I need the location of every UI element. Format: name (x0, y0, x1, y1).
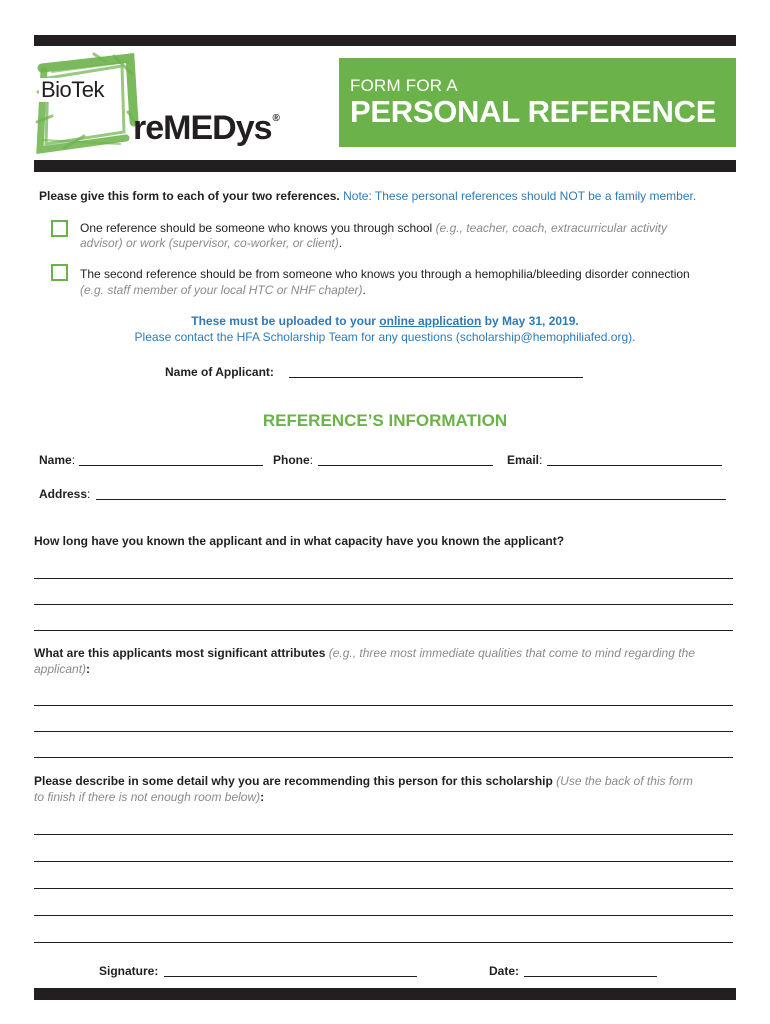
brand-biotek: BioTek (41, 77, 105, 102)
signature-label: Signature: (99, 964, 159, 978)
answer-line-q1-2[interactable] (34, 604, 733, 605)
top-bar (34, 35, 736, 46)
ref-phone-colon: : (309, 453, 314, 467)
header-divider-bar (34, 160, 736, 172)
date-label: Date: (489, 964, 520, 978)
answer-line-q3-5[interactable] (34, 942, 733, 943)
question-2-bold: What are this applicants most significant attributes (34, 646, 326, 660)
answer-line-q3-4[interactable] (34, 915, 733, 916)
question-3-line1 (34, 773, 693, 789)
applicant-name-label: Name of Applicant: (165, 365, 274, 379)
check-item-1-example-cont: advisor) or work (supervisor, co-worker, or client) (80, 236, 339, 250)
ref-email-field[interactable] (547, 454, 722, 466)
brand-remedys (133, 99, 279, 148)
question-1: How long have you known the applicant and in what capacity have you known the applicant? (34, 534, 565, 548)
question-3-note: (Use the back of this form (556, 774, 693, 788)
answer-line-q2-3[interactable] (34, 757, 733, 758)
question-3-bold: Please describe in some detail why you are recommending this person for this scholarship (34, 774, 553, 788)
answer-line-q2-1[interactable] (34, 705, 733, 706)
registered-mark: ® (272, 113, 279, 124)
page-title: PERSONAL REFERENCE (350, 94, 717, 129)
intro-lead: Please give this form to each of your two references. (39, 189, 340, 203)
ref-email-colon: : (539, 453, 543, 467)
question-3-colon: : (260, 790, 265, 804)
check-item-2-line1: The second reference should be from someone who knows you through a hemophilia/bleeding disorder connection (80, 267, 690, 281)
upload-text-1: These must be uploaded to your (191, 314, 376, 328)
ref-email-label-text: Email (507, 453, 540, 467)
ref-phone-label-text: Phone (273, 453, 310, 467)
checkbox-school-work[interactable] (51, 220, 68, 237)
ref-address-colon: : (87, 487, 91, 501)
ref-name-label (39, 452, 75, 468)
check-item-1-example: (e.g., teacher, coach, extracurricular activity (435, 221, 667, 235)
question-2-line2 (34, 661, 90, 677)
ref-name-label-text: Name (39, 453, 72, 467)
ref-phone-field[interactable] (318, 454, 493, 466)
date-field[interactable] (524, 965, 657, 977)
answer-line-q2-2[interactable] (34, 731, 733, 732)
question-2-colon: : (86, 662, 91, 676)
ref-name-colon: : (71, 453, 76, 467)
answer-line-q3-2[interactable] (34, 861, 733, 862)
title-banner (339, 58, 736, 147)
signature-field[interactable] (164, 965, 417, 977)
ref-phone-label (273, 452, 313, 468)
intro-text (39, 188, 696, 204)
applicant-name-field[interactable] (289, 366, 583, 378)
check-item-2-line2 (80, 282, 366, 298)
check-item-1-line2 (80, 235, 342, 251)
question-2-example-cont: applicant) (34, 662, 87, 676)
ref-address-field[interactable] (96, 488, 726, 500)
check-item-2-period: . (362, 283, 366, 297)
question-2-example: (e.g., three most immediate qualities that come to mind regarding the (328, 646, 695, 660)
reference-heading: REFERENCE’S INFORMATION (262, 411, 508, 430)
question-3-note-cont: to finish if there is not enough room below) (34, 790, 261, 804)
checkbox-hemophilia-connection[interactable] (51, 264, 68, 281)
ref-address-label-text: Address (39, 487, 88, 501)
ref-address-label (39, 486, 90, 502)
question-2-line1 (34, 645, 695, 661)
upload-deadline (0, 313, 770, 329)
answer-line-q3-1[interactable] (34, 834, 733, 835)
ref-name-field[interactable] (79, 454, 263, 466)
intro-note: Note: These personal references should NOT be a family member. (343, 189, 697, 203)
brand-remedys-text: reMEDys (133, 109, 272, 147)
answer-line-q1-1[interactable] (34, 578, 733, 579)
question-3-line2 (34, 789, 264, 805)
contact-text: Please contact the HFA Scholarship Team for any questions (scholarship@hemophiliafed.org). (134, 330, 636, 344)
upload-text-2: by May 31, 2019. (484, 314, 579, 328)
ref-email-label (507, 452, 542, 468)
title-small: FORM FOR A (350, 76, 458, 95)
check-item-1-period: . (338, 236, 343, 250)
answer-line-q3-3[interactable] (34, 888, 733, 889)
answer-line-q1-3[interactable] (34, 630, 733, 631)
check-item-2-example: (e.g. staff member of your local HTC or NHF chapter) (80, 283, 363, 297)
check-item-1-line1 (80, 220, 667, 236)
bottom-bar (34, 988, 736, 1000)
online-application-link[interactable]: online application (379, 314, 482, 328)
check-item-1-text: One reference should be someone who knows you through school (80, 221, 433, 235)
